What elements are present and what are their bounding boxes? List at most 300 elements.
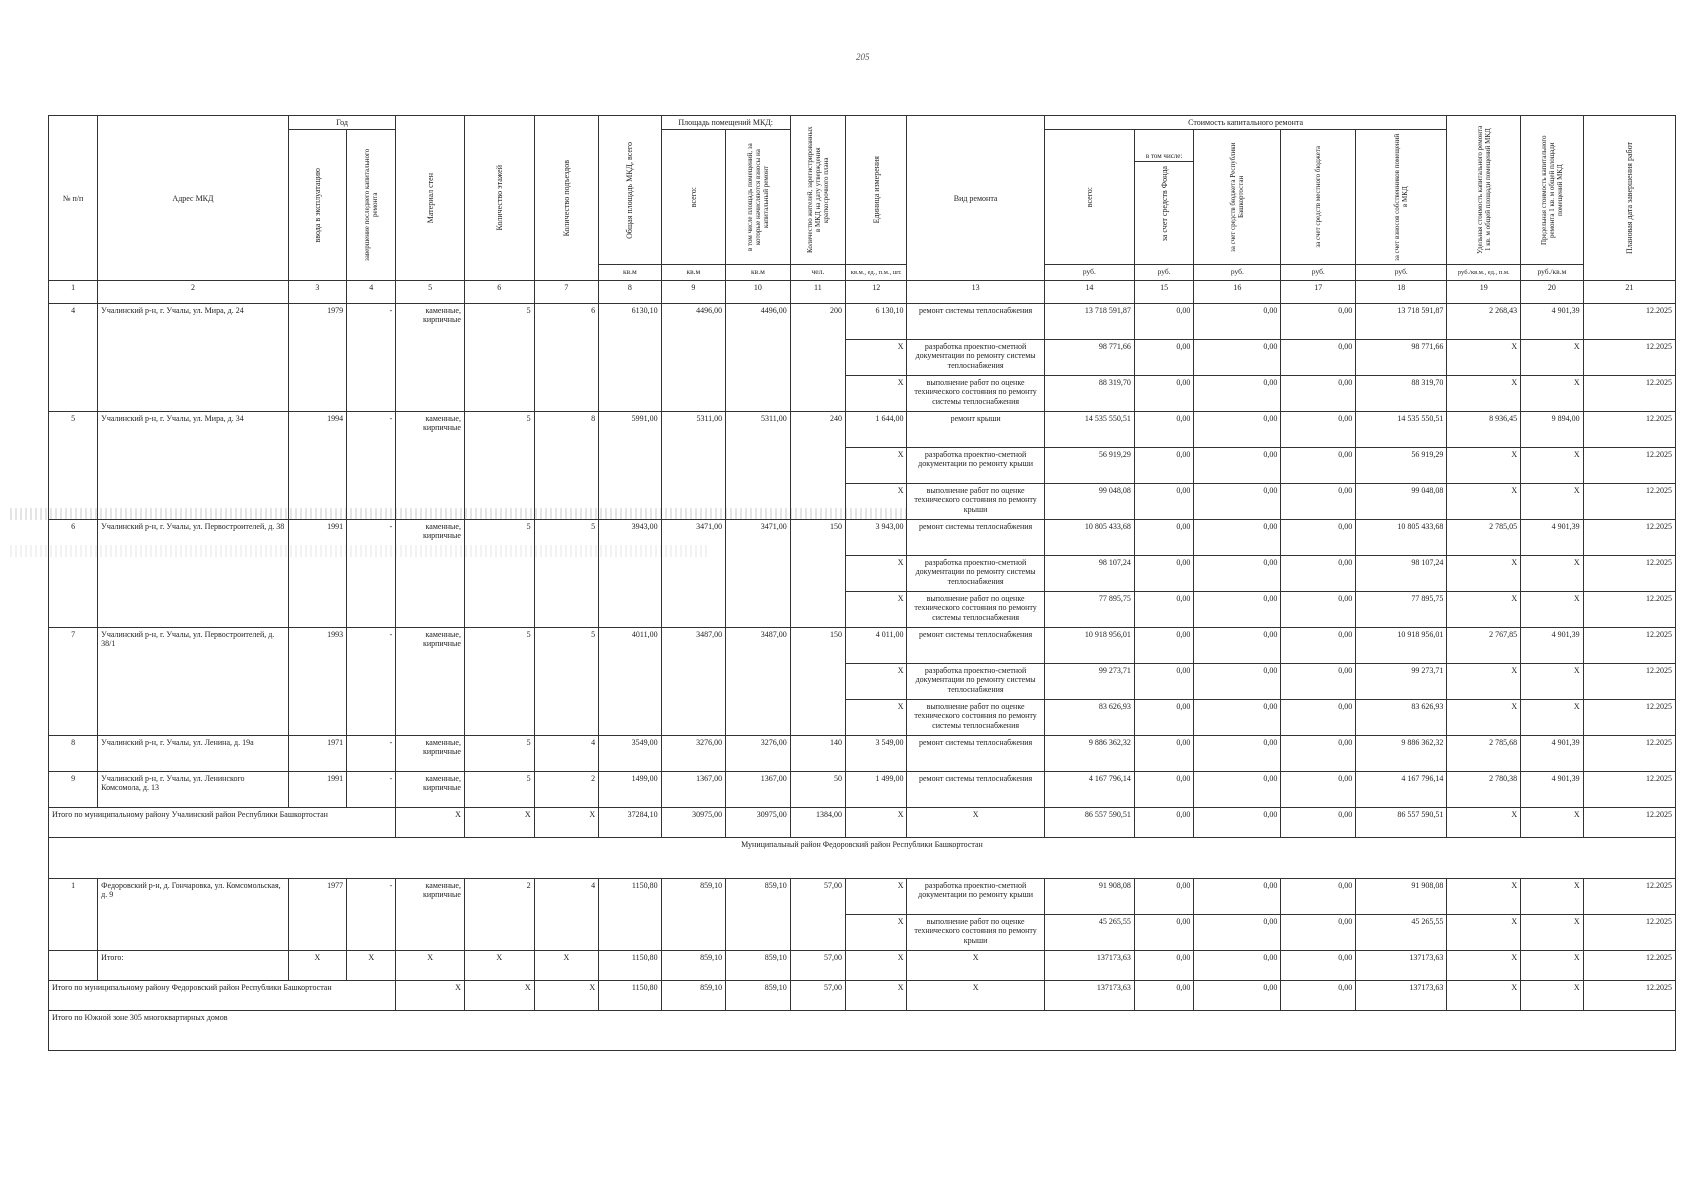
col-header-areas: Площадь помещений МКД:	[661, 116, 790, 130]
cell-area-all: 859,10	[661, 951, 726, 981]
cell-cost-fund: 0,00	[1134, 664, 1193, 700]
cell-unit-cost: X	[1447, 915, 1521, 951]
cell-unit-cost: 2 268,43	[1447, 304, 1521, 340]
cell-unit: X	[846, 448, 907, 484]
cell-date: 12.2025	[1583, 592, 1675, 628]
cell-area-fee: 859,10	[726, 981, 791, 1011]
cell-cost-total: 99 048,08	[1044, 484, 1134, 520]
cell-cost-local: 0,00	[1281, 376, 1356, 412]
cell-material: каменные, кирпичные	[396, 772, 465, 808]
cell-unit-cost: X	[1447, 592, 1521, 628]
cell-cost-rb: 0,00	[1194, 412, 1281, 448]
cell-unit: 6 130,10	[846, 304, 907, 340]
unit-area-all: кв.м	[661, 265, 726, 281]
cell-cost-fund: 0,00	[1134, 592, 1193, 628]
cell-cost-total: 10 805 433,68	[1044, 520, 1134, 556]
cell-cost-rb: 0,00	[1194, 448, 1281, 484]
cell-unit-cost: X	[1447, 484, 1521, 520]
cell-entrances: 8	[534, 412, 599, 520]
cell-cost-local: 0,00	[1281, 592, 1356, 628]
unit-cost-fund: руб.	[1134, 265, 1193, 281]
col-number: 8	[599, 281, 661, 304]
cell-max-cost: X	[1521, 879, 1583, 915]
cell-area-fee: 5311,00	[726, 412, 791, 520]
cell-address: Учалинский р-н, г. Учалы, ул. Мира, д. 24	[98, 304, 289, 412]
cell-cost-rb: 0,00	[1194, 951, 1281, 981]
cell-date: 12.2025	[1583, 520, 1675, 556]
cell-num: 4	[49, 304, 98, 412]
cell-entrances: 6	[534, 304, 599, 412]
cell-floors: 5	[464, 304, 534, 412]
col-number: 20	[1521, 281, 1583, 304]
col-number: 12	[846, 281, 907, 304]
col-number: 2	[98, 281, 289, 304]
cell-unit-cost: X	[1447, 448, 1521, 484]
cell-cost-owners: 137173,63	[1356, 951, 1447, 981]
cell-cost-total: 88 319,70	[1044, 376, 1134, 412]
cell-date: 12.2025	[1583, 304, 1675, 340]
cell-cost-fund: 0,00	[1134, 879, 1193, 915]
cell-material: X	[396, 808, 465, 838]
cell-unit: X	[846, 700, 907, 736]
cell-repair-type: выполнение работ по оценке технического состояния по ремонту системы теплоснабжения	[907, 376, 1044, 412]
cell-cost-local: 0,00	[1281, 556, 1356, 592]
cell-unit: X	[846, 664, 907, 700]
cell-cost-local: 0,00	[1281, 772, 1356, 808]
zone-total-row	[49, 1011, 1676, 1051]
cell-max-cost: X	[1521, 808, 1583, 838]
cell-area-fee: 1367,00	[726, 772, 791, 808]
cell-unit-cost: X	[1447, 808, 1521, 838]
cell-area-fee: 859,10	[726, 879, 791, 951]
cell-date: 12.2025	[1583, 915, 1675, 951]
cell-cost-owners: 14 535 550,51	[1356, 412, 1447, 448]
col-number: 5	[396, 281, 465, 304]
cell-date: 12.2025	[1583, 772, 1675, 808]
cell-cost-rb: 0,00	[1194, 664, 1281, 700]
cell-date: 12.2025	[1583, 879, 1675, 915]
cell-address: Учалинский р-н, г. Учалы, ул. Ленина, д. 19а	[98, 736, 289, 772]
cell-floors: X	[464, 951, 534, 981]
col-number: 14	[1044, 281, 1134, 304]
cell-cost-fund: 0,00	[1134, 376, 1193, 412]
cell-cost-total: 83 626,93	[1044, 700, 1134, 736]
cell-cost-rb: 0,00	[1194, 520, 1281, 556]
cell-date: 12.2025	[1583, 700, 1675, 736]
cell-num: 6	[49, 520, 98, 628]
cell-area-all: 859,10	[661, 879, 726, 951]
unit-max-cost: руб./кв.м	[1521, 265, 1583, 281]
cell-repair-type: X	[907, 981, 1044, 1011]
cell-cost-total: 9 886 362,32	[1044, 736, 1134, 772]
col-header-address: Адрес МКД	[98, 116, 289, 281]
cell-area-fee: 4496,00	[726, 304, 791, 412]
cell-unit: X	[846, 592, 907, 628]
cell-unit-cost: X	[1447, 556, 1521, 592]
col-header-unit-cost: Удельная стоимость капитального ремонта 1 кв. м общей площади помещений МКД	[1447, 116, 1521, 265]
cell-date: 12.2025	[1583, 981, 1675, 1011]
cell-cost-owners: 99 273,71	[1356, 664, 1447, 700]
col-number: 15	[1134, 281, 1193, 304]
cell-area-fee: 3487,00	[726, 628, 791, 736]
cell-cost-fund: 0,00	[1134, 981, 1193, 1011]
cell-residents: 57,00	[790, 951, 845, 981]
cell-unit-cost: X	[1447, 981, 1521, 1011]
col-header-unit: Единица измерения	[846, 116, 907, 265]
cell-unit-cost: X	[1447, 700, 1521, 736]
cell-unit-cost: 2 780,38	[1447, 772, 1521, 808]
col-header-entrances: Количество подъездов	[534, 116, 599, 281]
cell-cost-total: 98 107,24	[1044, 556, 1134, 592]
cell-max-cost: 4 901,39	[1521, 304, 1583, 340]
cell-last-repair: X	[347, 951, 396, 981]
cell-total-area: 37284,10	[599, 808, 661, 838]
table-row	[49, 772, 1676, 808]
cell-unit-cost: 8 936,45	[1447, 412, 1521, 448]
cell-cost-rb: 0,00	[1194, 915, 1281, 951]
cell-area-all: 3471,00	[661, 520, 726, 628]
zone-total-label: Итого по Южной зоне 305 многоквартирных домов	[49, 1011, 1676, 1051]
cell-date: 12.2025	[1583, 376, 1675, 412]
cell-repair-type: ремонт системы теплоснабжения	[907, 628, 1044, 664]
cell-cost-total: 91 908,08	[1044, 879, 1134, 915]
cell-floors: 5	[464, 736, 534, 772]
cell-cost-local: 0,00	[1281, 915, 1356, 951]
cell-cost-owners: 4 167 796,14	[1356, 772, 1447, 808]
col-header-repair-type: Вид ремонта	[907, 116, 1044, 281]
column-number-row	[49, 281, 1676, 304]
cell-cost-fund: 0,00	[1134, 628, 1193, 664]
cell-date: 12.2025	[1583, 808, 1675, 838]
cell-cost-total: 137173,63	[1044, 951, 1134, 981]
col-number: 3	[288, 281, 346, 304]
cell-cost-fund: 0,00	[1134, 412, 1193, 448]
cell-entrances: 4	[534, 736, 599, 772]
col-number: 16	[1194, 281, 1281, 304]
cell-total-area: 3943,00	[599, 520, 661, 628]
cell-cost-local: 0,00	[1281, 628, 1356, 664]
cell-max-cost: 9 894,00	[1521, 412, 1583, 448]
cell-unit: X	[846, 376, 907, 412]
cell-area-all: 859,10	[661, 981, 726, 1011]
cell-date: 12.2025	[1583, 951, 1675, 981]
col-number: 11	[790, 281, 845, 304]
cell-cost-total: 14 535 550,51	[1044, 412, 1134, 448]
cell-area-all: 5311,00	[661, 412, 726, 520]
cell-material: каменные, кирпичные	[396, 736, 465, 772]
cell-year: 1991	[288, 520, 346, 628]
unit-residents: чел.	[790, 265, 845, 281]
cell-cost-owners: 98 107,24	[1356, 556, 1447, 592]
col-header-year: Год	[288, 116, 396, 130]
cell-material: каменные, кирпичные	[396, 412, 465, 520]
cell-num	[49, 951, 98, 981]
cell-year: 1971	[288, 736, 346, 772]
col-header-cost-local: за счет средств местного бюджета	[1281, 130, 1356, 265]
cell-unit-cost: X	[1447, 376, 1521, 412]
cell-entrances: 4	[534, 879, 599, 951]
cell-unit-cost: 2 785,68	[1447, 736, 1521, 772]
cell-max-cost: X	[1521, 448, 1583, 484]
cell-max-cost: 4 901,39	[1521, 736, 1583, 772]
cell-cost-local: 0,00	[1281, 879, 1356, 915]
cell-cost-owners: 56 919,29	[1356, 448, 1447, 484]
cell-cost-fund: 0,00	[1134, 808, 1193, 838]
cell-cost-fund: 0,00	[1134, 484, 1193, 520]
table-row	[49, 628, 1676, 664]
cell-area-fee: 3276,00	[726, 736, 791, 772]
table-row	[49, 412, 1676, 448]
cell-year: 1994	[288, 412, 346, 520]
cell-residents: 57,00	[790, 981, 845, 1011]
col-number: 18	[1356, 281, 1447, 304]
cell-address: Федоровский р-н, д. Гончаровка, ул. Комсомольская, д. 9	[98, 879, 289, 951]
col-number: 21	[1583, 281, 1675, 304]
total-row	[49, 951, 1676, 981]
cell-area-all: 30975,00	[661, 808, 726, 838]
cell-cost-fund: 0,00	[1134, 304, 1193, 340]
cell-cost-total: 13 718 591,87	[1044, 304, 1134, 340]
cell-unit: X	[846, 484, 907, 520]
col-number: 6	[464, 281, 534, 304]
unit-unit-cost: руб./кв.м., ед., п.м.	[1447, 265, 1521, 281]
cell-max-cost: 4 901,39	[1521, 772, 1583, 808]
cell-max-cost: X	[1521, 484, 1583, 520]
cell-repair-type: выполнение работ по оценке технического состояния по ремонту крыши	[907, 915, 1044, 951]
col-header-cost: Стоимость капитального ремонта	[1044, 116, 1447, 130]
cell-cost-owners: 10 918 956,01	[1356, 628, 1447, 664]
cell-last-repair: -	[347, 304, 396, 412]
cell-cost-total: 4 167 796,14	[1044, 772, 1134, 808]
cell-max-cost: X	[1521, 664, 1583, 700]
cell-repair-type: разработка проектно-сметной документации по ремонту системы теплоснабжения	[907, 340, 1044, 376]
cell-area-all: 1367,00	[661, 772, 726, 808]
cell-unit-cost: 2 767,85	[1447, 628, 1521, 664]
cell-date: 12.2025	[1583, 484, 1675, 520]
col-header-cost-owners: за счет взносов собственников помещений в МКД	[1356, 130, 1447, 265]
cell-max-cost: X	[1521, 915, 1583, 951]
table-body	[49, 304, 1676, 1051]
cell-date: 12.2025	[1583, 340, 1675, 376]
cell-material: каменные, кирпичные	[396, 520, 465, 628]
total-row	[49, 808, 1676, 838]
unit-cost-owners: руб.	[1356, 265, 1447, 281]
cell-cost-owners: 13 718 591,87	[1356, 304, 1447, 340]
cell-cost-local: 0,00	[1281, 736, 1356, 772]
section-title: Муниципальный район Федоровский район Республики Башкортостан	[49, 838, 1676, 879]
cell-unit-cost: X	[1447, 340, 1521, 376]
cell-address: Учалинский р-н, г. Учалы, ул. Первостроителей, д. 38	[98, 520, 289, 628]
cell-cost-fund: 0,00	[1134, 772, 1193, 808]
col-header-year-last-repair: завершение последнего капитального ремонта	[347, 130, 396, 281]
cell-floors: X	[464, 808, 534, 838]
col-number: 4	[347, 281, 396, 304]
cell-date: 12.2025	[1583, 556, 1675, 592]
cell-cost-total: 45 265,55	[1044, 915, 1134, 951]
page-number: 205	[856, 52, 870, 62]
cell-cost-fund: 0,00	[1134, 448, 1193, 484]
cell-last-repair: -	[347, 736, 396, 772]
cell-unit-cost: 2 785,05	[1447, 520, 1521, 556]
cell-max-cost: 4 901,39	[1521, 520, 1583, 556]
cell-cost-total: 98 771,66	[1044, 340, 1134, 376]
cell-cost-rb: 0,00	[1194, 808, 1281, 838]
cell-last-repair: -	[347, 520, 396, 628]
cell-address: Учалинский р-н, г. Учалы, ул. Первостроителей, д. 38/1	[98, 628, 289, 736]
cell-repair-type: ремонт системы теплоснабжения	[907, 520, 1044, 556]
cell-cost-rb: 0,00	[1194, 981, 1281, 1011]
col-number: 13	[907, 281, 1044, 304]
cell-last-repair: -	[347, 879, 396, 951]
cell-unit: 3 943,00	[846, 520, 907, 556]
cell-repair-type: выполнение работ по оценке технического состояния по ремонту системы теплоснабжения	[907, 592, 1044, 628]
cell-last-repair: -	[347, 772, 396, 808]
table-row	[49, 879, 1676, 915]
col-header-area-fee: в том числе площадь помещений, за которые начисляются взносы на капитальный ремонт	[726, 130, 791, 265]
cell-last-repair: -	[347, 412, 396, 520]
cell-entrances: X	[534, 981, 599, 1011]
cell-residents: 150	[790, 520, 845, 628]
cell-year: 1991	[288, 772, 346, 808]
cell-num: 8	[49, 736, 98, 772]
cell-unit: X	[846, 951, 907, 981]
cell-cost-fund: 0,00	[1134, 556, 1193, 592]
cell-unit: X	[846, 556, 907, 592]
cell-total-area: 5991,00	[599, 412, 661, 520]
table-header	[49, 116, 1676, 304]
cell-repair-type: выполнение работ по оценке технического состояния по ремонту крыши	[907, 484, 1044, 520]
cell-cost-local: 0,00	[1281, 520, 1356, 556]
col-header-total-area: Общая площадь МКД, всего	[599, 116, 661, 265]
cell-cost-local: 0,00	[1281, 700, 1356, 736]
col-header-max-cost: Предельная стоимость капитального ремонта 1 кв. м общей площади помещений МКД	[1521, 116, 1583, 265]
table-row	[49, 520, 1676, 556]
cell-area-all: 3276,00	[661, 736, 726, 772]
cell-area-fee: 3471,00	[726, 520, 791, 628]
cell-repair-type: ремонт системы теплоснабжения	[907, 304, 1044, 340]
col-number: 9	[661, 281, 726, 304]
cell-floors: 5	[464, 628, 534, 736]
section-row	[49, 838, 1676, 879]
cell-floors: X	[464, 981, 534, 1011]
cell-floors: 5	[464, 412, 534, 520]
cell-date: 12.2025	[1583, 412, 1675, 448]
cell-floors: 5	[464, 772, 534, 808]
cell-cost-owners: 10 805 433,68	[1356, 520, 1447, 556]
cell-unit: 3 549,00	[846, 736, 907, 772]
cell-cost-rb: 0,00	[1194, 700, 1281, 736]
cell-total-area: 1499,00	[599, 772, 661, 808]
cell-residents: 240	[790, 412, 845, 520]
cell-entrances: X	[534, 808, 599, 838]
cell-unit: 1 644,00	[846, 412, 907, 448]
cell-residents: 140	[790, 736, 845, 772]
cell-cost-local: 0,00	[1281, 304, 1356, 340]
cell-repair-type: разработка проектно-сметной документации по ремонту системы теплоснабжения	[907, 556, 1044, 592]
cell-year: X	[288, 951, 346, 981]
cell-cost-rb: 0,00	[1194, 592, 1281, 628]
cell-num: 1	[49, 879, 98, 951]
cell-unit: X	[846, 808, 907, 838]
col-header-date: Плановая дата завершения работ	[1583, 116, 1675, 281]
cell-material: каменные, кирпичные	[396, 304, 465, 412]
unit-area-fee: кв.м	[726, 265, 791, 281]
col-number: 7	[534, 281, 599, 304]
cell-max-cost: X	[1521, 700, 1583, 736]
capital-repair-table	[48, 115, 1676, 1051]
cell-cost-owners: 45 265,55	[1356, 915, 1447, 951]
cell-num: 7	[49, 628, 98, 736]
col-header-floors: Количество этажей	[464, 116, 534, 281]
total-label: Итого:	[98, 951, 289, 981]
cell-year: 1993	[288, 628, 346, 736]
cell-repair-type: выполнение работ по оценке технического состояния по ремонту системы теплоснабжения	[907, 700, 1044, 736]
total-label: Итого по муниципальному району Федоровский район Республики Башкортостан	[49, 981, 396, 1011]
table-row	[49, 304, 1676, 340]
cell-unit: X	[846, 981, 907, 1011]
cell-floors: 5	[464, 520, 534, 628]
cell-total-area: 1150,80	[599, 981, 661, 1011]
cell-residents: 200	[790, 304, 845, 412]
total-row	[49, 981, 1676, 1011]
cell-total-area: 3549,00	[599, 736, 661, 772]
cell-cost-owners: 91 908,08	[1356, 879, 1447, 915]
cell-cost-owners: 137173,63	[1356, 981, 1447, 1011]
unit-cost-rb: руб.	[1194, 265, 1281, 281]
cell-max-cost: X	[1521, 951, 1583, 981]
cell-year: 1979	[288, 304, 346, 412]
cell-cost-owners: 86 557 590,51	[1356, 808, 1447, 838]
total-label: Итого по муниципальному району Учалинский район Республики Башкортостан	[49, 808, 396, 838]
cell-area-fee: 30975,00	[726, 808, 791, 838]
cell-unit: X	[846, 879, 907, 915]
cell-residents: 50	[790, 772, 845, 808]
col-header-year-commissioned: ввода в эксплуатацию	[288, 130, 346, 281]
cell-max-cost: X	[1521, 556, 1583, 592]
cell-unit-cost: X	[1447, 951, 1521, 981]
col-header-area-all: всего:	[661, 130, 726, 265]
cell-entrances: 5	[534, 520, 599, 628]
table-row	[49, 736, 1676, 772]
col-number: 19	[1447, 281, 1521, 304]
cell-entrances: 2	[534, 772, 599, 808]
cell-cost-rb: 0,00	[1194, 556, 1281, 592]
cell-last-repair: -	[347, 628, 396, 736]
cell-total-area: 4011,00	[599, 628, 661, 736]
cell-cost-owners: 99 048,08	[1356, 484, 1447, 520]
cell-cost-rb: 0,00	[1194, 340, 1281, 376]
cell-cost-fund: 0,00	[1134, 951, 1193, 981]
cell-date: 12.2025	[1583, 736, 1675, 772]
cell-cost-rb: 0,00	[1194, 772, 1281, 808]
cell-material: каменные, кирпичные	[396, 879, 465, 951]
cell-repair-type: ремонт системы теплоснабжения	[907, 736, 1044, 772]
cell-entrances: X	[534, 951, 599, 981]
cell-cost-fund: 0,00	[1134, 520, 1193, 556]
col-header-material: Материал стен	[396, 116, 465, 281]
cell-cost-rb: 0,00	[1194, 304, 1281, 340]
cell-unit: X	[846, 340, 907, 376]
cell-area-all: 4496,00	[661, 304, 726, 412]
cell-cost-fund: 0,00	[1134, 340, 1193, 376]
cell-date: 12.2025	[1583, 628, 1675, 664]
cell-repair-type: ремонт системы теплоснабжения	[907, 772, 1044, 808]
cell-area-all: 3487,00	[661, 628, 726, 736]
cell-cost-local: 0,00	[1281, 981, 1356, 1011]
cell-max-cost: X	[1521, 981, 1583, 1011]
cell-total-area: 1150,80	[599, 951, 661, 981]
col-header-cost-fund: в том числе: за счет средств Фонда	[1134, 130, 1193, 265]
